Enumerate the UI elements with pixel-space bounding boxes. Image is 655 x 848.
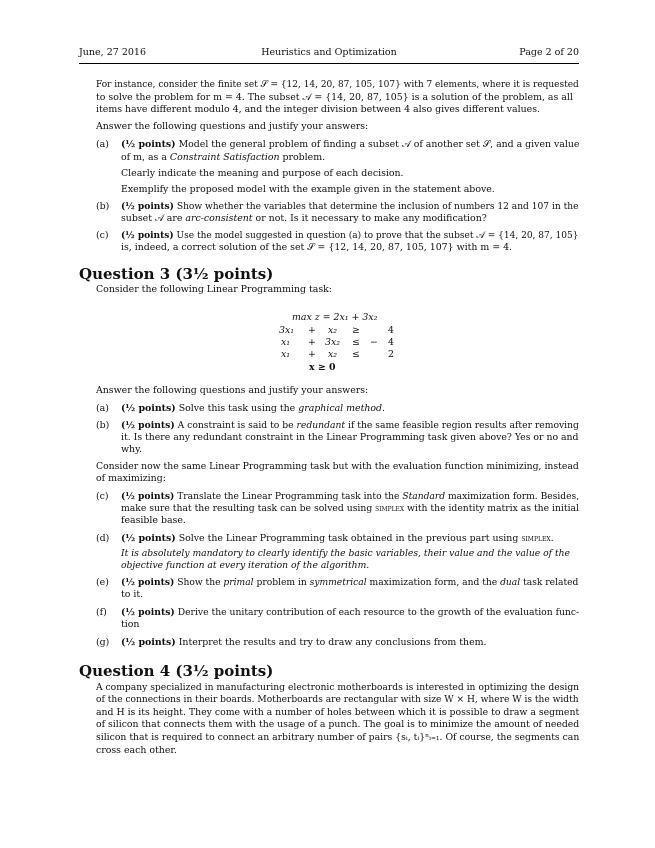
q2-a-line2: of m, as a Constraint Satisfaction problem. [121, 152, 326, 163]
lp-cell: 4 [388, 325, 394, 336]
q2-c-line2: is, indeed, a correct solution of the set 𝒮 = {12, 14, 20, 87, 105, 107} with m = 4. [121, 242, 513, 253]
lp-nonnegativity: x ≥ 0 [309, 362, 336, 373]
lp-cell: 2 [388, 349, 394, 360]
q3-c-line1: (½ points) Translate the Linear Programming task into the Standard maximization form. Besides, [121, 491, 580, 502]
item-label: (c) [96, 491, 109, 502]
q2-a-line3: Clearly indicate the meaning and purpose of each decision. [121, 168, 404, 179]
question-3-heading: Question 3 (3½ points) [79, 265, 274, 283]
header-rule [79, 63, 579, 64]
q4-line: of the connections in their boards. Motherboards are rectangular with size W × H, where W is the width [96, 694, 579, 705]
item-label: (a) [96, 403, 109, 414]
lp-cell: + [308, 337, 316, 348]
lp-cell: x₂ [328, 349, 338, 360]
q3-d-line1: (½ points) Solve the Linear Programming task obtained in the previous part using simplex. [121, 533, 554, 544]
q3-e-line1: (½ points) Show the primal problem in symmetrical maximization form, and the dual task related [121, 577, 579, 588]
answer-prompt: Answer the following questions and justify your answers: [96, 385, 369, 396]
lp-cell: x₁ [281, 349, 291, 360]
q2-b-line1: (½ points) Show whether the variables that determine the inclusion of numbers 12 and 107 in the [121, 201, 579, 212]
lp-cell: x₂ [328, 325, 338, 336]
lp-cell: + [308, 349, 316, 360]
q3-e-line2: to it. [121, 589, 144, 600]
q3-a-line1: (½ points) Solve this task using the graphical method. [121, 403, 386, 414]
item-label: (g) [96, 637, 110, 648]
item-label: (e) [96, 577, 109, 588]
q3-intro: Consider the following Linear Programming task: [96, 284, 332, 295]
lp-cell: x₁ [281, 337, 291, 348]
q3-b-line2: it. Is there any redundant constraint in the Linear Programming task given above? Yes or no and [121, 432, 579, 443]
item-label: (b) [96, 201, 110, 212]
item-label: (c) [96, 230, 109, 241]
page-header [79, 47, 579, 61]
lp-cell: 3x₂ [325, 337, 341, 348]
q2-b-line2: subset 𝒜 are arc-consistent or not. Is it necessary to make any modification? [121, 213, 487, 224]
header-page-number: Page 2 of 20 [519, 47, 579, 58]
q3-c-line2: make sure that the resulting task can be solved using simplex with the identity matrix as the initial [121, 503, 579, 514]
item-label: (d) [96, 533, 110, 544]
intro-line: For instance, consider the finite set 𝒮 = {12, 14, 20, 87, 105, 107} with 7 elements, where it is requested [96, 79, 579, 90]
answer-prompt: Answer the following questions and justify your answers: [96, 121, 369, 132]
lp-cell: ≥ [352, 325, 360, 336]
q3-b-line1: (½ points) A constraint is said to be redundant if the same feasible region results after removing [121, 420, 579, 431]
q3-g-line1: (½ points) Interpret the results and try to draw any conclusions from them. [121, 637, 487, 648]
question-4-heading: Question 4 (3½ points) [79, 662, 274, 680]
header-course: Heuristics and Optimization [261, 47, 397, 58]
lp-cell: 3x₁ [279, 325, 295, 336]
q4-line: of silicon that connects them with the usage of a punch. The goal is to minimize the amount of needed [96, 719, 580, 730]
q4-line: cross each other. [96, 745, 177, 756]
lp-cell: 4 [388, 337, 394, 348]
lp-cell: + [308, 325, 316, 336]
q4-line: A company specialized in manufacturing electronic motherboards is interested in optimizing the design [96, 682, 580, 693]
q3-f-line2: tion [121, 619, 140, 630]
item-label: (b) [96, 420, 110, 431]
q2-a-line4: Exemplify the proposed model with the example given in the statement above. [121, 184, 495, 195]
q3-f-line1: (½ points) Derive the unitary contribution of each resource to the growth of the evaluation func- [121, 607, 580, 618]
intro-line: items have different modulo 4, and the integer division between 4 also gives different values. [96, 104, 541, 115]
q4-line: silicon that is required to connect an arbitrary number of pairs {sᵢ, tᵢ}ⁿᵢ₌₁. Of course, the segments can [96, 732, 580, 743]
lp-cell: − [370, 337, 378, 348]
q3-b-line3: why. [121, 444, 143, 455]
item-label: (a) [96, 139, 109, 150]
lp-objective: max z = 2x₁ + 3x₂ [292, 312, 378, 323]
q3-mid-text: of maximizing: [96, 473, 166, 484]
q4-line: and H is its height. They come with a number of holes between which it is possible to draw a segment [96, 707, 580, 718]
q3-d-line3: objective function at every iteration of the algorithm. [121, 560, 370, 571]
q3-d-line2: It is absolutely mandatory to clearly identify the basic variables, their value and the value of the [121, 548, 570, 559]
intro-line: to solve the problem for m = 4. The subset 𝒜 = {14, 20, 87, 105} is a solution of the problem, as all [96, 92, 573, 103]
lp-cell: ≤ [352, 349, 360, 360]
lp-cell: ≤ [352, 337, 360, 348]
item-label: (f) [96, 607, 107, 618]
q2-c-line1: (½ points) Use the model suggested in question (a) to prove that the subset 𝒜 = {14, 20, 87, 105} [121, 230, 579, 241]
q3-mid-text: Consider now the same Linear Programming task but with the evaluation function minimizing, instead [96, 461, 579, 472]
q2-a-line1: (½ points) Model the general problem of finding a subset 𝒜 of another set 𝒮, and a given value [121, 139, 580, 150]
q3-c-line3: feasible base. [121, 515, 186, 526]
header-date: June, 27 2016 [79, 47, 146, 58]
